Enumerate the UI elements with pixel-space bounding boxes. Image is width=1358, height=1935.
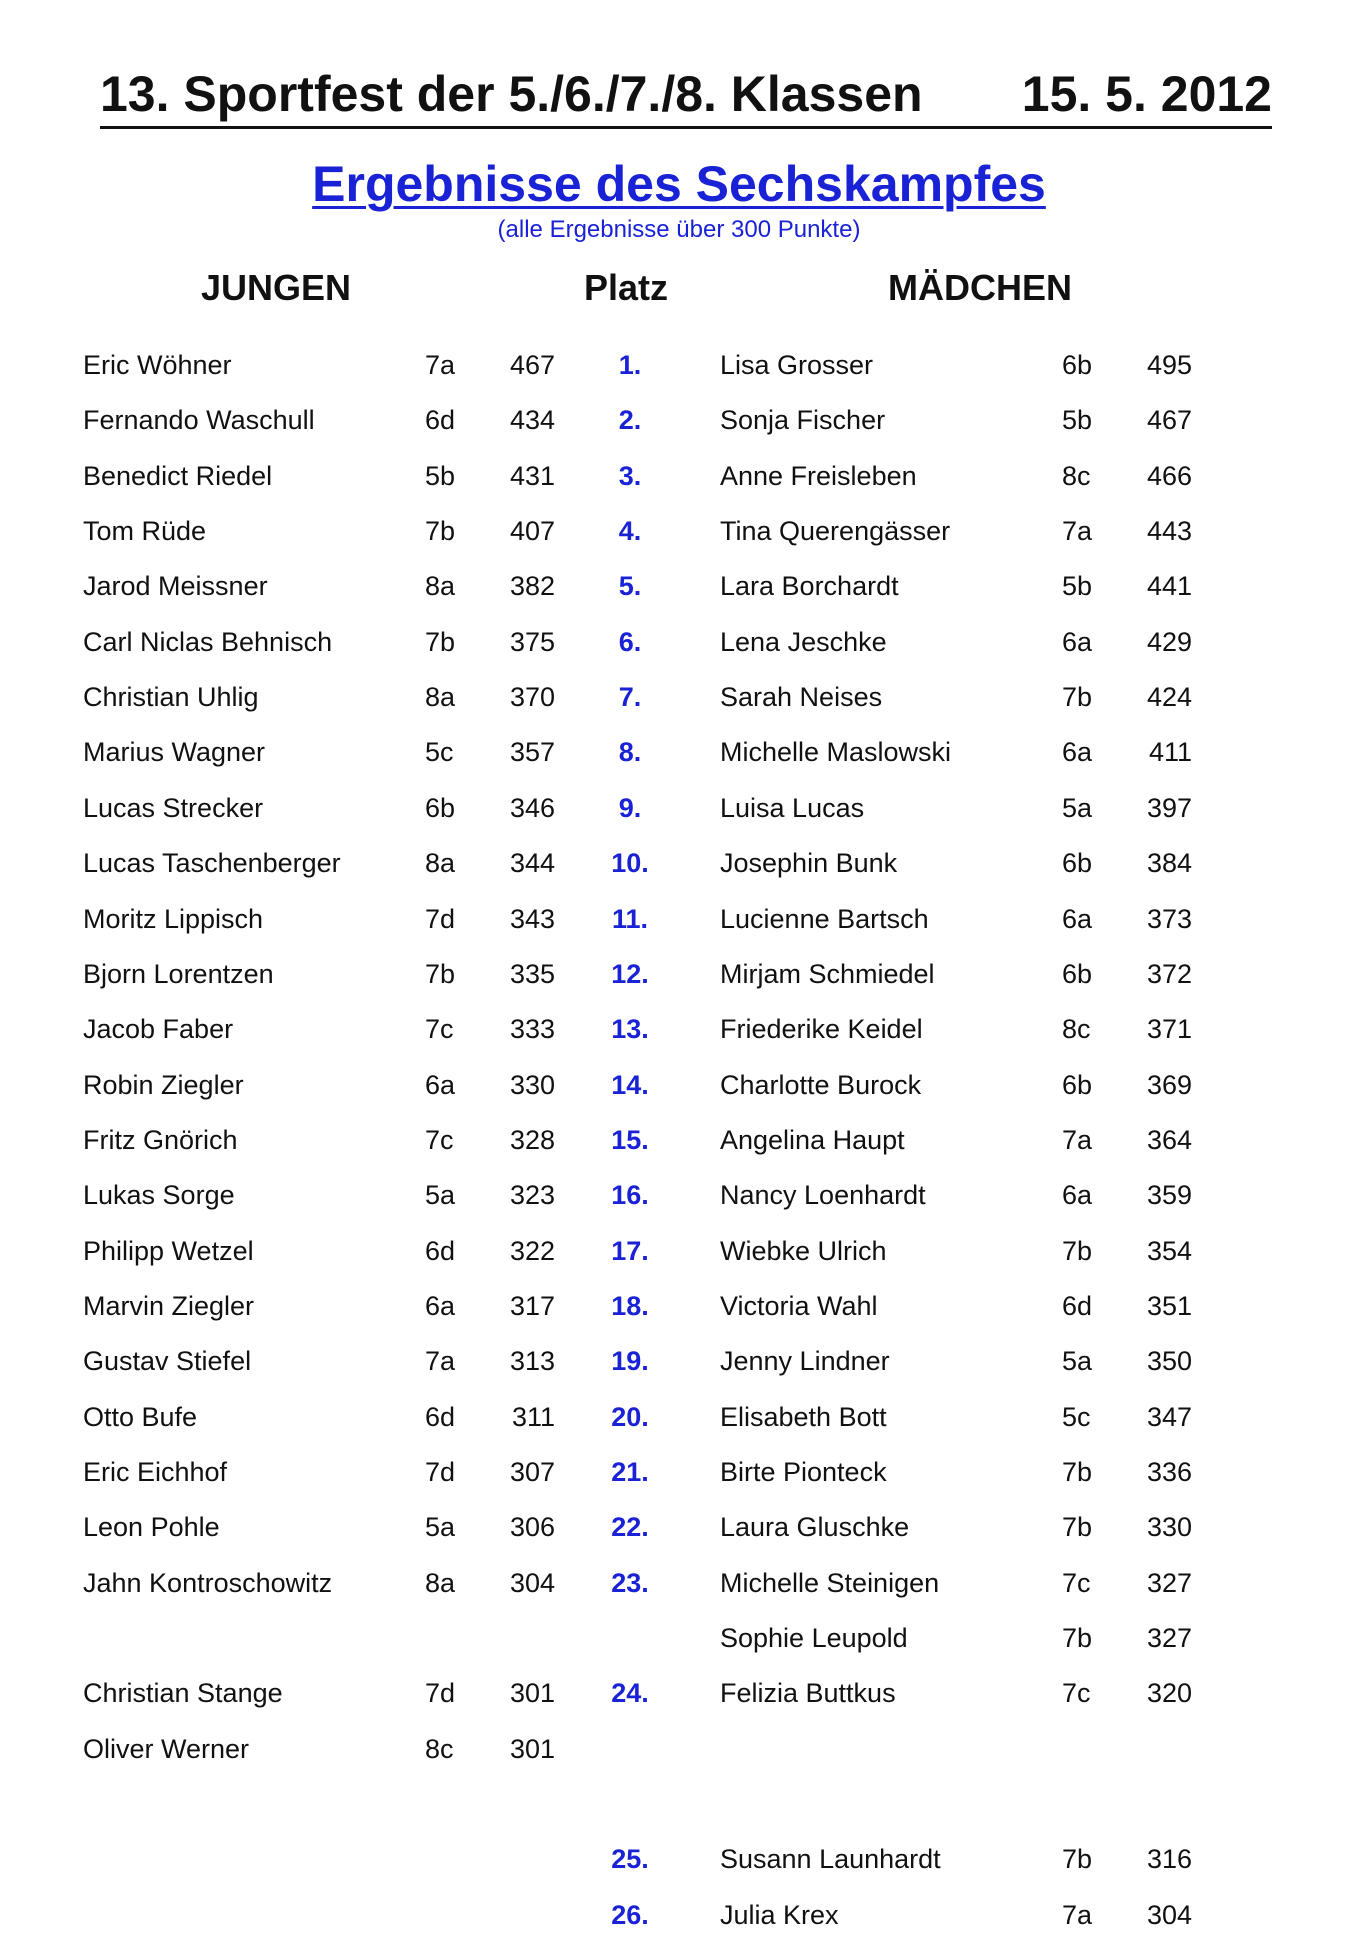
boy-points: 370 [509, 682, 555, 712]
table-row [0, 1784, 1358, 1824]
boy-name: Eric Wöhner [83, 350, 232, 380]
table-row [0, 1507, 1358, 1547]
girl-name: Wiebke Ulrich [720, 1236, 887, 1266]
girl-name: Sonja Fischer [720, 405, 886, 435]
rank: 24. [611, 1678, 649, 1708]
table-row [0, 1120, 1358, 1160]
girl-points: 371 [1146, 1014, 1192, 1044]
rank: 11. [611, 904, 649, 934]
girl-name: Luisa Lucas [720, 793, 865, 823]
rank-column-header: Platz [583, 267, 669, 308]
girl-class: 7b [1062, 682, 1093, 712]
table-row [0, 1895, 1358, 1935]
boy-points: 307 [509, 1457, 555, 1487]
girl-points: 351 [1146, 1291, 1192, 1321]
girl-points: 369 [1146, 1070, 1192, 1100]
rank: 15. [611, 1125, 649, 1155]
girl-points: 467 [1146, 405, 1192, 435]
girl-class: 7c [1062, 1678, 1091, 1708]
girl-class: 6b [1062, 959, 1093, 989]
girl-points: 320 [1146, 1678, 1192, 1708]
boy-class: 5b [425, 461, 456, 491]
boy-name: Leon Pohle [83, 1512, 220, 1542]
girl-class: 6b [1062, 848, 1093, 878]
boy-class: 6d [425, 1236, 456, 1266]
boy-points: 304 [509, 1568, 555, 1598]
boy-name: Robin Ziegler [83, 1070, 244, 1100]
table-row [0, 456, 1358, 496]
girl-name: Mirjam Schmiedel [720, 959, 935, 989]
girl-class: 7c [1062, 1568, 1091, 1598]
table-row [0, 566, 1358, 606]
girl-points: 429 [1146, 627, 1192, 657]
girl-name: Nancy Loenhardt [720, 1180, 926, 1210]
boy-name: Oliver Werner [83, 1734, 250, 1764]
table-row [0, 899, 1358, 939]
rank: 2. [618, 405, 642, 435]
boy-points: 335 [509, 959, 555, 989]
girl-name: Birte Pionteck [720, 1457, 887, 1487]
rank: 16. [611, 1180, 649, 1210]
title-row [100, 66, 1272, 129]
boy-class: 7d [425, 1678, 456, 1708]
table-row [0, 1009, 1358, 1049]
girl-points: 359 [1146, 1180, 1192, 1210]
table-row [0, 1452, 1358, 1492]
boy-points: 382 [509, 571, 555, 601]
boy-class: 7a [425, 350, 456, 380]
girl-class: 6a [1062, 737, 1093, 767]
boy-points: 467 [509, 350, 555, 380]
boy-points: 317 [509, 1291, 555, 1321]
table-row [0, 1618, 1358, 1658]
girl-class: 7a [1062, 1125, 1093, 1155]
boy-class: 5a [425, 1512, 456, 1542]
girl-class: 7a [1062, 516, 1093, 546]
table-row [0, 400, 1358, 440]
girl-name: Lena Jeschke [720, 627, 887, 657]
rank: 13. [611, 1014, 649, 1044]
rank: 4. [618, 516, 642, 546]
boy-name: Jahn Kontroschowitz [83, 1568, 333, 1598]
boy-name: Christian Stange [83, 1678, 283, 1708]
boy-class: 6a [425, 1291, 456, 1321]
table-row [0, 677, 1358, 717]
girl-name: Victoria Wahl [720, 1291, 878, 1321]
girl-points: 372 [1146, 959, 1192, 989]
boy-class: 7c [425, 1014, 454, 1044]
boy-name: Marius Wagner [83, 737, 266, 767]
boy-class: 8c [425, 1734, 454, 1764]
boy-class: 7b [425, 516, 456, 546]
girl-class: 5a [1062, 793, 1093, 823]
table-row [0, 1729, 1358, 1769]
boy-name: Jacob Faber [83, 1014, 234, 1044]
girl-class: 7b [1062, 1457, 1093, 1487]
rank: 25. [611, 1844, 649, 1874]
table-row [0, 622, 1358, 662]
boy-class: 7c [425, 1125, 454, 1155]
table-row [0, 1231, 1358, 1271]
boy-class: 7d [425, 1457, 456, 1487]
girl-class: 5b [1062, 405, 1093, 435]
rank: 21. [611, 1457, 649, 1487]
boy-name: Fernando Waschull [83, 405, 315, 435]
girl-points: 350 [1146, 1346, 1192, 1376]
girl-points: 441 [1146, 571, 1192, 601]
girl-name: Angelina Haupt [720, 1125, 905, 1155]
girl-name: Laura Gluschke [720, 1512, 910, 1542]
rank: 19. [611, 1346, 649, 1376]
boy-class: 7b [425, 627, 456, 657]
boy-class: 6a [425, 1070, 456, 1100]
boy-name: Lucas Taschenberger [83, 848, 341, 878]
girls-column-header: MÄDCHEN [888, 267, 1072, 308]
boy-class: 6d [425, 1402, 456, 1432]
page-title: 13. Sportfest der 5./6./7./8. Klassen [100, 66, 923, 122]
table-row [0, 1341, 1358, 1381]
boy-points: 344 [509, 848, 555, 878]
boy-points: 322 [509, 1236, 555, 1266]
girl-points: 330 [1146, 1512, 1192, 1542]
boy-points: 330 [509, 1070, 555, 1100]
boy-name: Christian Uhlig [83, 682, 259, 712]
table-row [0, 732, 1358, 772]
girl-class: 5b [1062, 571, 1093, 601]
boy-class: 6d [425, 405, 456, 435]
boy-points: 311 [511, 1402, 555, 1432]
girl-class: 5a [1062, 1346, 1093, 1376]
girl-points: 336 [1146, 1457, 1192, 1487]
boy-name: Moritz Lippisch [83, 904, 264, 934]
girl-name: Sarah Neises [720, 682, 883, 712]
rank: 3. [618, 461, 642, 491]
boy-points: 301 [509, 1678, 555, 1708]
girl-name: Jenny Lindner [720, 1346, 890, 1376]
boy-name: Lukas Sorge [83, 1180, 235, 1210]
boy-name: Philipp Wetzel [83, 1236, 254, 1266]
boy-points: 301 [509, 1734, 555, 1764]
boy-points: 357 [509, 737, 555, 767]
girl-class: 6a [1062, 1180, 1093, 1210]
table-row [0, 345, 1358, 385]
boy-name: Lucas Strecker [83, 793, 264, 823]
girl-name: Lisa Grosser [720, 350, 874, 380]
boy-class: 8a [425, 682, 456, 712]
girl-points: 384 [1146, 848, 1192, 878]
table-row [0, 954, 1358, 994]
girl-class: 6b [1062, 1070, 1093, 1100]
boy-points: 375 [509, 627, 555, 657]
girl-name: Lucienne Bartsch [720, 904, 929, 934]
results-note: (alle Ergebnisse über 300 Punkte) [497, 216, 861, 243]
girl-points: 364 [1146, 1125, 1192, 1155]
girl-class: 8c [1062, 461, 1091, 491]
table-row [0, 1839, 1358, 1879]
girl-name: Julia Krex [720, 1900, 839, 1930]
girl-name: Michelle Maslowski [720, 737, 952, 767]
boy-points: 323 [509, 1180, 555, 1210]
rank: 17. [611, 1236, 649, 1266]
rank: 26. [611, 1900, 649, 1930]
girl-name: Lara Borchardt [720, 571, 899, 601]
boy-class: 8a [425, 1568, 456, 1598]
girl-name: Josephin Bunk [720, 848, 898, 878]
girl-class: 6a [1062, 627, 1093, 657]
girl-name: Susann Launhardt [720, 1844, 941, 1874]
girl-class: 5c [1062, 1402, 1091, 1432]
girl-points: 304 [1146, 1900, 1192, 1930]
girl-class: 7b [1062, 1623, 1093, 1653]
table-row [0, 1673, 1358, 1713]
girl-points: 327 [1146, 1568, 1192, 1598]
boy-name: Benedict Riedel [83, 461, 273, 491]
girl-class: 6d [1062, 1291, 1093, 1321]
table-row [0, 1286, 1358, 1326]
rank: 7. [618, 682, 642, 712]
girl-class: 8c [1062, 1014, 1091, 1044]
rank: 5. [618, 571, 642, 601]
girl-points: 443 [1146, 516, 1192, 546]
table-row [0, 788, 1358, 828]
girl-points: 424 [1146, 682, 1192, 712]
boy-points: 407 [509, 516, 555, 546]
girl-points: 327 [1146, 1623, 1192, 1653]
girl-points: 347 [1146, 1402, 1192, 1432]
girl-points: 466 [1146, 461, 1192, 491]
boy-name: Jarod Meissner [83, 571, 268, 601]
boy-name: Gustav Stiefel [83, 1346, 252, 1376]
boy-name: Fritz Gnörich [83, 1125, 238, 1155]
boy-points: 346 [509, 793, 555, 823]
boy-class: 6b [425, 793, 456, 823]
boy-class: 8a [425, 571, 456, 601]
girl-points: 411 [1148, 737, 1192, 767]
table-row [0, 1563, 1358, 1603]
boy-class: 7a [425, 1346, 456, 1376]
girl-name: Charlotte Burock [720, 1070, 922, 1100]
table-row [0, 1065, 1358, 1105]
girl-name: Sophie Leupold [720, 1623, 908, 1653]
rank: 14. [611, 1070, 649, 1100]
boy-points: 434 [509, 405, 555, 435]
boy-points: 306 [509, 1512, 555, 1542]
rank: 20. [611, 1402, 649, 1432]
girl-points: 373 [1146, 904, 1192, 934]
boy-name: Carl Niclas Behnisch [83, 627, 333, 657]
boy-points: 431 [509, 461, 555, 491]
rank: 22. [611, 1512, 649, 1542]
boys-column-header: JUNGEN [200, 267, 352, 308]
boy-points: 333 [509, 1014, 555, 1044]
boy-name: Otto Bufe [83, 1402, 198, 1432]
girl-name: Tina Querengässer [720, 516, 951, 546]
boy-class: 5a [425, 1180, 456, 1210]
rank: 10. [611, 848, 649, 878]
boy-points: 343 [509, 904, 555, 934]
rank: 6. [618, 627, 642, 657]
boy-points: 328 [509, 1125, 555, 1155]
event-date: 15. 5. 2012 [1021, 66, 1272, 122]
girl-name: Elisabeth Bott [720, 1402, 887, 1432]
girl-points: 495 [1146, 350, 1192, 380]
rank: 12. [611, 959, 649, 989]
girl-class: 6a [1062, 904, 1093, 934]
table-row [0, 511, 1358, 551]
boy-name: Tom Rüde [83, 516, 207, 546]
girl-points: 354 [1146, 1236, 1192, 1266]
boy-class: 8a [425, 848, 456, 878]
table-row [0, 843, 1358, 883]
girl-class: 7a [1062, 1900, 1093, 1930]
boy-name: Bjorn Lorentzen [83, 959, 274, 989]
boy-points: 313 [509, 1346, 555, 1376]
rank: 1. [618, 350, 642, 380]
rank: 23. [611, 1568, 649, 1598]
girl-name: Michelle Steinigen [720, 1568, 940, 1598]
girl-name: Felizia Buttkus [720, 1678, 896, 1708]
boy-class: 5c [425, 737, 454, 767]
results-heading-text: Ergebnisse des Sechskampfes [312, 156, 1046, 212]
boy-name: Marvin Ziegler [83, 1291, 255, 1321]
rank: 18. [611, 1291, 649, 1321]
results-heading [0, 156, 1358, 212]
girl-points: 397 [1146, 793, 1192, 823]
table-row [0, 1175, 1358, 1215]
boy-name: Eric Eichhof [83, 1457, 228, 1487]
table-row [0, 1397, 1358, 1437]
boy-class: 7b [425, 959, 456, 989]
rank: 9. [618, 793, 642, 823]
girl-class: 7b [1062, 1844, 1093, 1874]
girl-class: 6b [1062, 350, 1093, 380]
boy-class: 7d [425, 904, 456, 934]
girl-points: 316 [1146, 1844, 1192, 1874]
girl-name: Friederike Keidel [720, 1014, 923, 1044]
girl-class: 7b [1062, 1512, 1093, 1542]
rank: 8. [618, 737, 642, 767]
girl-class: 7b [1062, 1236, 1093, 1266]
girl-name: Anne Freisleben [720, 461, 917, 491]
